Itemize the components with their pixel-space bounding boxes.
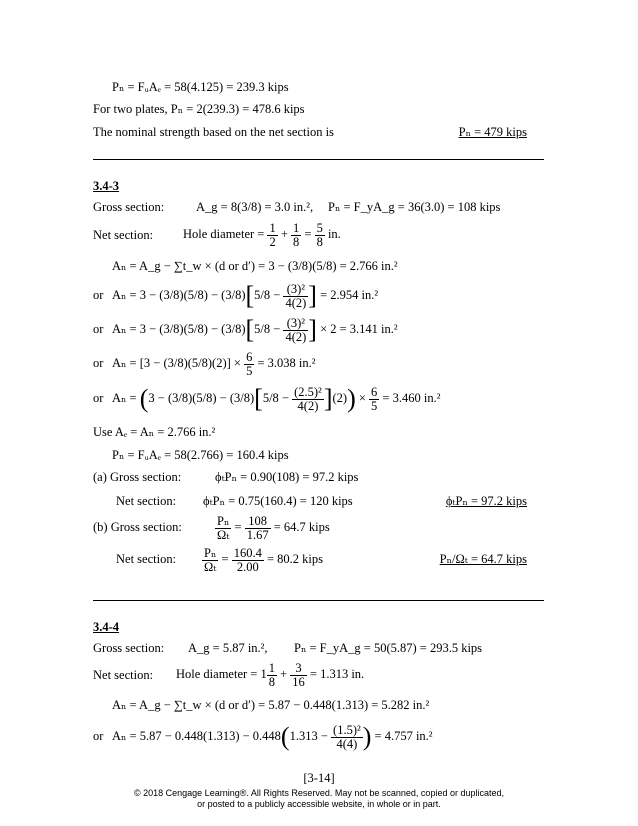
use-effective-area: Use Aₑ = Aₙ = 2.766 in.² [93,425,216,439]
part-a-result: ϕₜPₙ = 97.2 kips [445,494,527,508]
fraction-six-fifths: $\frac{6}{5}$ [246,349,253,378]
part-a-net-equation: ϕₜPₙ = 0.75(160.4) = 120 kips [203,494,353,508]
hole-diameter-label: Hole diameter = [183,227,265,241]
net-area-equation-2: Aₙ = 5.87 − 0.448(1.313) − 0.448(1.313 − $\frac{\text{(1.5)²}}{4(4)}$ ) = 4.757 in.² [112,722,433,751]
problem-heading-3-4-3: 3.4-3 [93,179,120,193]
section-divider [93,600,544,601]
or-label: or [93,356,104,370]
fraction-pn-over-omega: $\frac{\text{Pₙ}}{\text{Ωₜ}}$ [217,513,230,542]
fraction-six-fifths: $\frac{6}{5}$ [371,384,378,413]
hole-diameter-equation: Hole diameter = 1 $\frac{1}{8}$ + $\frac{3}{16}$ = 1.313 in. [176,660,365,689]
net-area-equation-5: Aₙ = (3 − (3/8)(5/8) − (3/8)[5/8 − $\frac{\text{(2.5)²}}{4(2)}$ ](2)) × $\frac{6}{5}$ = 3.460 in.² [112,384,441,413]
copyright-line-2: or posted to a publicly accessible website, in whole or in part. [197,799,441,809]
part-b-gross-equation: $\frac{\text{Pₙ}}{\text{Ωₜ}}$ = $\frac{108}{1.67}$ = 64.7 kips [217,513,330,542]
fraction-1-5sq-over-4x4: $\frac{\text{(1.5)²}}{4(4)}$ [333,722,361,751]
fraction-2-5sq-over-4x2: $\frac{\text{(2.5)²}}{4(2)}$ [294,384,322,413]
page-number: [3-14] [303,771,335,785]
or-label: or [93,288,104,302]
nominal-strength-net: Pₙ = FᵤAₑ = 58(2.766) = 160.4 kips [112,448,289,462]
fraction-108-over-1-67: $\frac{108}{1.67}$ [246,513,269,542]
fraction-3sq-over-4x2: $\frac{\text{(3)²}}{4(2)}$ [285,315,307,344]
two-plates-line [93,101,305,117]
equation-pn-net: Pₙ = FᵤAₑ = 58(4.125) = 239.3 kips [112,80,289,94]
fraction-one-eighth: $\frac{1}{8}$ [268,660,275,689]
hole-diameter-label: Hole diameter = 1 [176,667,267,681]
part-b-net-label: Net section: [116,552,177,566]
part-b-result: Pₙ/Ωₜ = 64.7 kips [439,552,527,566]
hole-diameter-equation: Hole diameter = $\frac{1}{2}$ + $\frac{1}{8}$ = $\frac{5}{8}$ in. [183,220,341,249]
net-section-label: Net section: [93,228,154,242]
gross-strength-equation: Pₙ = F_yA_g = 50(5.87) = 293.5 kips [294,641,483,655]
problem-heading-3-4-4: 3.4-4 [93,620,120,634]
fraction-3sq-over-4x2: $\frac{\text{(3)²}}{4(2)}$ [285,281,307,310]
gross-area-equation: A_g = 8(3/8) = 3.0 in.², [196,200,314,214]
gross-area-equation: A_g = 5.87 in.², [188,641,268,655]
fraction-one-eighth: $\frac{1}{8}$ [293,220,300,249]
part-b-net-equation: $\frac{\text{Pₙ}}{\text{Ωₜ}}$ = $\frac{160.4}{2.00}$ = 80.2 kips [204,545,323,574]
nominal-strength-text: The nominal strength based on the net section is [93,125,334,139]
fraction-160-4-over-2-00: $\frac{160.4}{2.00}$ [233,545,262,574]
net-area-equation-4: Aₙ = [3 − (3/8)(5/8)(2)] × $\frac{6}{5}$ = 3.038 in.² [112,349,316,378]
hole-unit: in. [327,227,341,241]
fraction-pn-over-omega: $\frac{\text{Pₙ}}{\text{Ωₜ}}$ [204,545,217,574]
gross-section-label: Gross section: [93,641,165,655]
gross-section-label: Gross section: [93,200,165,214]
or-label: or [93,322,104,336]
fraction-three-sixteenths: $\frac{3}{16}$ [292,660,305,689]
part-b-gross-label: (b) Gross section: [93,520,182,534]
or-label: or [93,391,104,405]
fraction-one-half: $\frac{1}{2}$ [269,220,276,249]
net-area-equation-1: Aₙ = A_g − ∑t_w × (d or d′) = 5.87 − 0.448(1.313) = 5.282 in.² [112,698,430,712]
fraction-five-eighths: $\frac{5}{8}$ [316,220,323,249]
section-divider [93,159,544,160]
part-a-gross-equation: ϕₜPₙ = 0.90(108) = 97.2 kips [215,470,359,484]
nominal-strength-result: Pₙ = 479 kips [458,125,527,139]
net-area-equation-2: Aₙ = 3 − (3/8)(5/8) − (3/8)[5/8 − $\frac{\text{(3)²}}{4(2)}$ ] = 2.954 in.² [112,281,379,310]
two-plates-prefix: For two plates, [93,102,168,116]
net-area-equation-3: Aₙ = 3 − (3/8)(5/8) − (3/8)[5/8 − $\frac{\text{(3)²}}{4(2)}$ ] × 2 = 3.141 in.² [112,315,398,344]
part-a-net-label: Net section: [116,494,177,508]
net-section-label: Net section: [93,668,154,682]
net-area-equation-1: Aₙ = A_g − ∑t_w × (d or d′) = 3 − (3/8)(5/8) = 2.766 in.² [112,259,398,273]
copyright-line-1: © 2018 Cengage Learning®. All Rights Reserved. May not be scanned, copied or duplicated, [134,788,504,798]
gross-strength-equation: Pₙ = F_yA_g = 36(3.0) = 108 kips [328,200,501,214]
part-a-gross-label: (a) Gross section: [93,470,182,484]
or-label: or [93,729,104,743]
two-plates-equation: Pₙ = 2(239.3) = 478.6 kips [170,102,305,116]
